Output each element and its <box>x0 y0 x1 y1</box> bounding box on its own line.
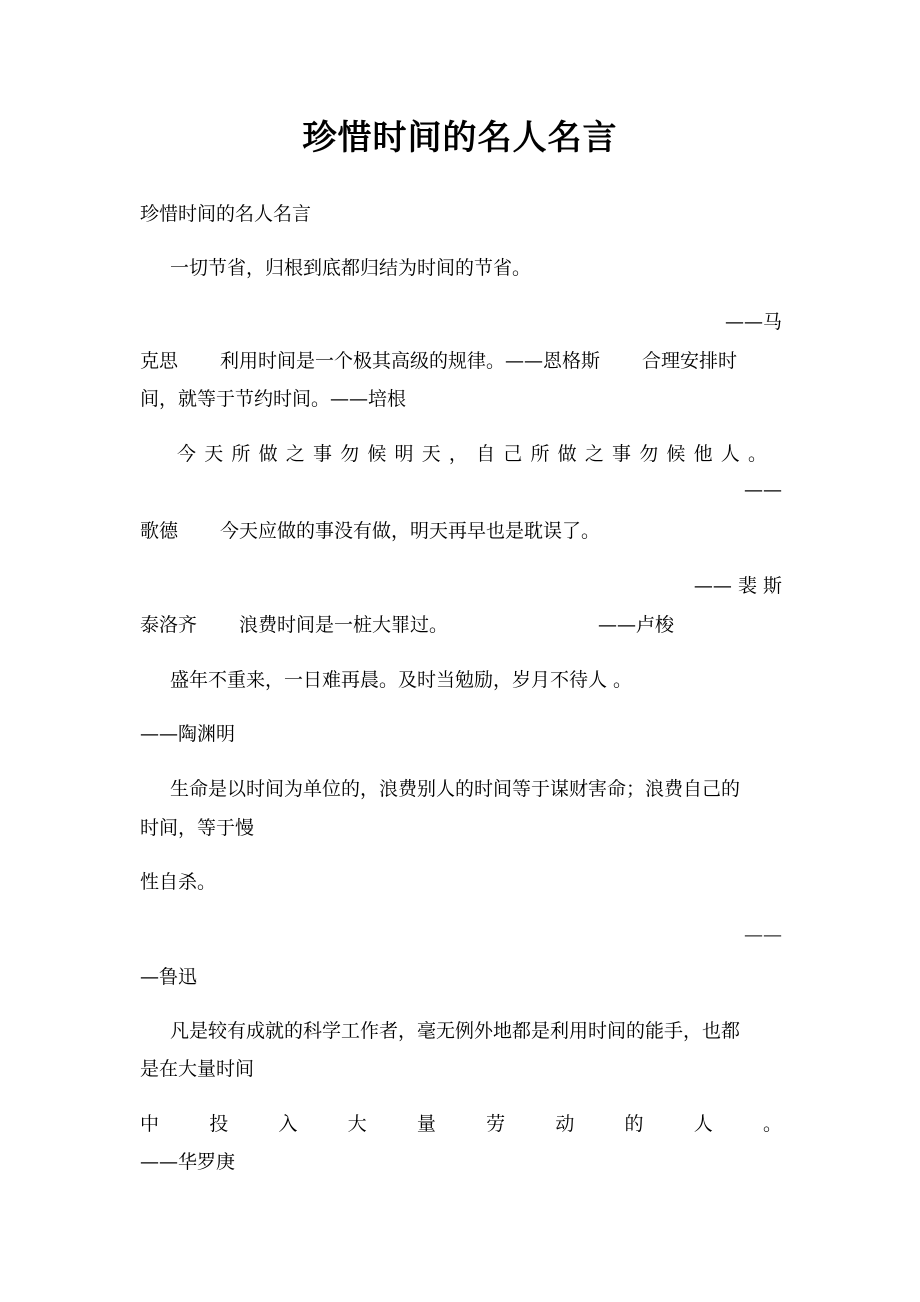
attribution-goethe: 歌德 <box>140 520 179 542</box>
spaced-char: 候 <box>666 443 686 465</box>
spaced-char: 入 <box>278 1113 298 1135</box>
spaced-char: 明 <box>394 443 414 465</box>
quote-rousseau: 浪费时间是一桩大罪过。 <box>239 614 449 636</box>
quote-line-3 <box>140 349 782 373</box>
spaced-char: 量 <box>416 1113 436 1135</box>
spaced-char: ， <box>448 443 468 465</box>
spaced-char: 候 <box>367 443 387 465</box>
spaced-char: 人 <box>693 1113 713 1135</box>
document-title: 珍惜时间的名人名言 <box>302 118 618 158</box>
spaced-char: 己 <box>503 443 523 465</box>
spaced-char: 。 <box>747 443 767 465</box>
spaced-char: 自 <box>476 443 496 465</box>
quote-lu-xun-middle: 时间，等于慢 <box>140 817 255 839</box>
document-subtitle: 珍惜时间的名人名言 <box>140 203 312 225</box>
quote-hua-luogeng-middle: 是在大量时间 <box>140 1058 255 1080</box>
attribution-hua-luogeng: ——华罗庚 <box>140 1151 236 1173</box>
spaced-char: 。 <box>762 1113 782 1135</box>
spaced-char: 投 <box>209 1113 229 1135</box>
spaced-char: 劳 <box>486 1113 506 1135</box>
spaced-char: 的 <box>624 1113 644 1135</box>
quote-attribution-marx: ——马 <box>724 311 782 333</box>
attribution-rousseau: ——卢梭 <box>598 614 675 636</box>
quote-bacon-start: 合理安排时 <box>642 350 738 372</box>
spaced-char: 大 <box>347 1113 367 1135</box>
spaced-char: 天 <box>204 443 224 465</box>
quote-lu-xun-end: 性自杀。 <box>140 871 217 893</box>
quote-line-7 <box>140 519 782 543</box>
quote-attribution-pestalozzi: —— 裴 斯 <box>693 575 782 597</box>
spaced-char: 动 <box>555 1113 575 1135</box>
attribution-lu-xun-dash: —— <box>744 924 782 946</box>
quote-tao-yuanming: 盛年不重来，一日难再晨。及时当勉励，岁月不待人 。 <box>170 669 633 691</box>
spaced-char: 事 <box>612 443 632 465</box>
attribution-lu-xun: —鲁迅 <box>140 966 198 988</box>
attribution-pestalozzi-end: 泰洛齐 <box>140 614 198 636</box>
quote-goethe <box>177 442 767 466</box>
spaced-char: 勿 <box>340 443 360 465</box>
attribution-fragment-marx: 克思 <box>140 350 179 372</box>
spaced-char: 之 <box>584 443 604 465</box>
quote-hua-luogeng-start: 凡是较有成就的科学工作者，毫无例外地都是利用时间的能手，也都 <box>170 1020 741 1042</box>
spaced-char: 人 <box>720 443 740 465</box>
quote-pestalozzi: 今天应做的事没有做，明天再早也是耽误了。 <box>220 520 601 542</box>
spaced-char: 之 <box>285 443 305 465</box>
attribution-tao-yuanming: ——陶渊明 <box>140 723 236 745</box>
spaced-char: 做 <box>557 443 577 465</box>
quote-attribution-dash: —— <box>744 479 782 501</box>
quote-engels: 利用时间是一个极其高级的规律。——恩格斯 <box>220 350 601 372</box>
quote-line-9 <box>140 613 782 637</box>
spaced-char: 天 <box>421 443 441 465</box>
spaced-char: 中 <box>140 1113 160 1135</box>
spaced-char: 所 <box>530 443 550 465</box>
spaced-char: 今 <box>177 443 197 465</box>
quote-hua-luogeng-end <box>140 1112 782 1136</box>
spaced-char: 所 <box>231 443 251 465</box>
quote-bacon-end: 间，就等于节约时间。——培根 <box>140 388 407 410</box>
spaced-char: 勿 <box>639 443 659 465</box>
spaced-char: 他 <box>693 443 713 465</box>
quote-line-1: 一切节省，归根到底都归结为时间的节省。 <box>170 257 532 279</box>
spaced-char: 事 <box>312 443 332 465</box>
spaced-char: 做 <box>258 443 278 465</box>
quote-lu-xun-start: 生命是以时间为单位的，浪费别人的时间等于谋财害命；浪费自己的 <box>170 778 741 800</box>
